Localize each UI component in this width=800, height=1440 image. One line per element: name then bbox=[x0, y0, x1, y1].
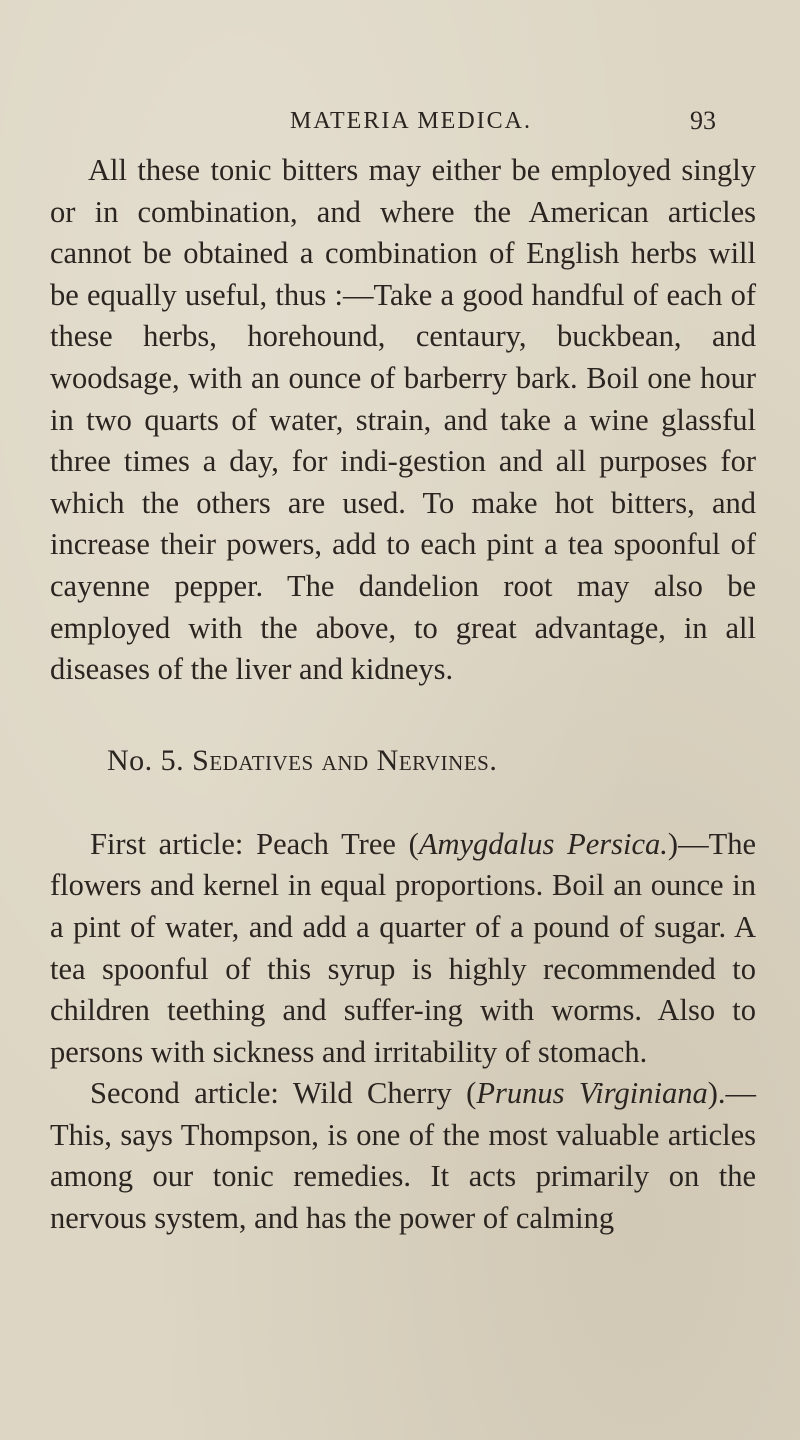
paragraph-wild-cherry bbox=[50, 1073, 756, 1239]
page-number: 93 bbox=[690, 106, 716, 135]
running-head bbox=[50, 70, 756, 140]
paragraph-peach-tree bbox=[50, 824, 756, 1074]
wild-cherry-text: ).—This, says Thompson, is one of the most valuable articles among our tonic remedies. It acts primarily on the nervous system, and has the power of calming bbox=[50, 1076, 756, 1236]
section-title: Sedatives and Nervines. bbox=[192, 743, 498, 777]
peach-tree-text: )—The flowers and kernel in equal proportions. Boil an ounce in a pint of water, and add a quarter of a pound of sugar. A tea spoonful of this syrup is highly recommended to children teething and suffer-ing with worms. Also to persons with sickness and irritability of stomach. bbox=[50, 826, 756, 1069]
body-text bbox=[50, 150, 756, 1240]
peach-tree-latin-name: Amygdalus Persica. bbox=[418, 826, 668, 861]
book-page bbox=[0, 70, 800, 1440]
section-number: No. 5. bbox=[107, 743, 185, 777]
section-heading bbox=[50, 741, 756, 781]
peach-tree-lead: First article: Peach Tree ( bbox=[90, 826, 419, 861]
paragraph-tonic-bitters: All these tonic bitters may either be employed singly or in combination, and where the American articles cannot be obtained a combination of English herbs will be equally useful, thus :—Take a good handful of each of these herbs, horehound, centaury, buckbean, and woodsage, with an ounce of barberry bark. Boil one hour in two quarts of water, strain, and take a wine glassful three times a day, for indi-gestion and all purposes for which the others are used. To make hot bitters, and increase their powers, add to each pint a tea spoonful of cayenne pepper. The dandelion root may also be employed with the above, to great advantage, in all diseases of the liver and kidneys. bbox=[50, 153, 756, 687]
wild-cherry-latin-name: Prunus Virginiana bbox=[476, 1076, 708, 1111]
wild-cherry-lead: Second article: Wild Cherry ( bbox=[90, 1076, 477, 1111]
running-head-title: MATERIA MEDICA. bbox=[290, 108, 533, 134]
